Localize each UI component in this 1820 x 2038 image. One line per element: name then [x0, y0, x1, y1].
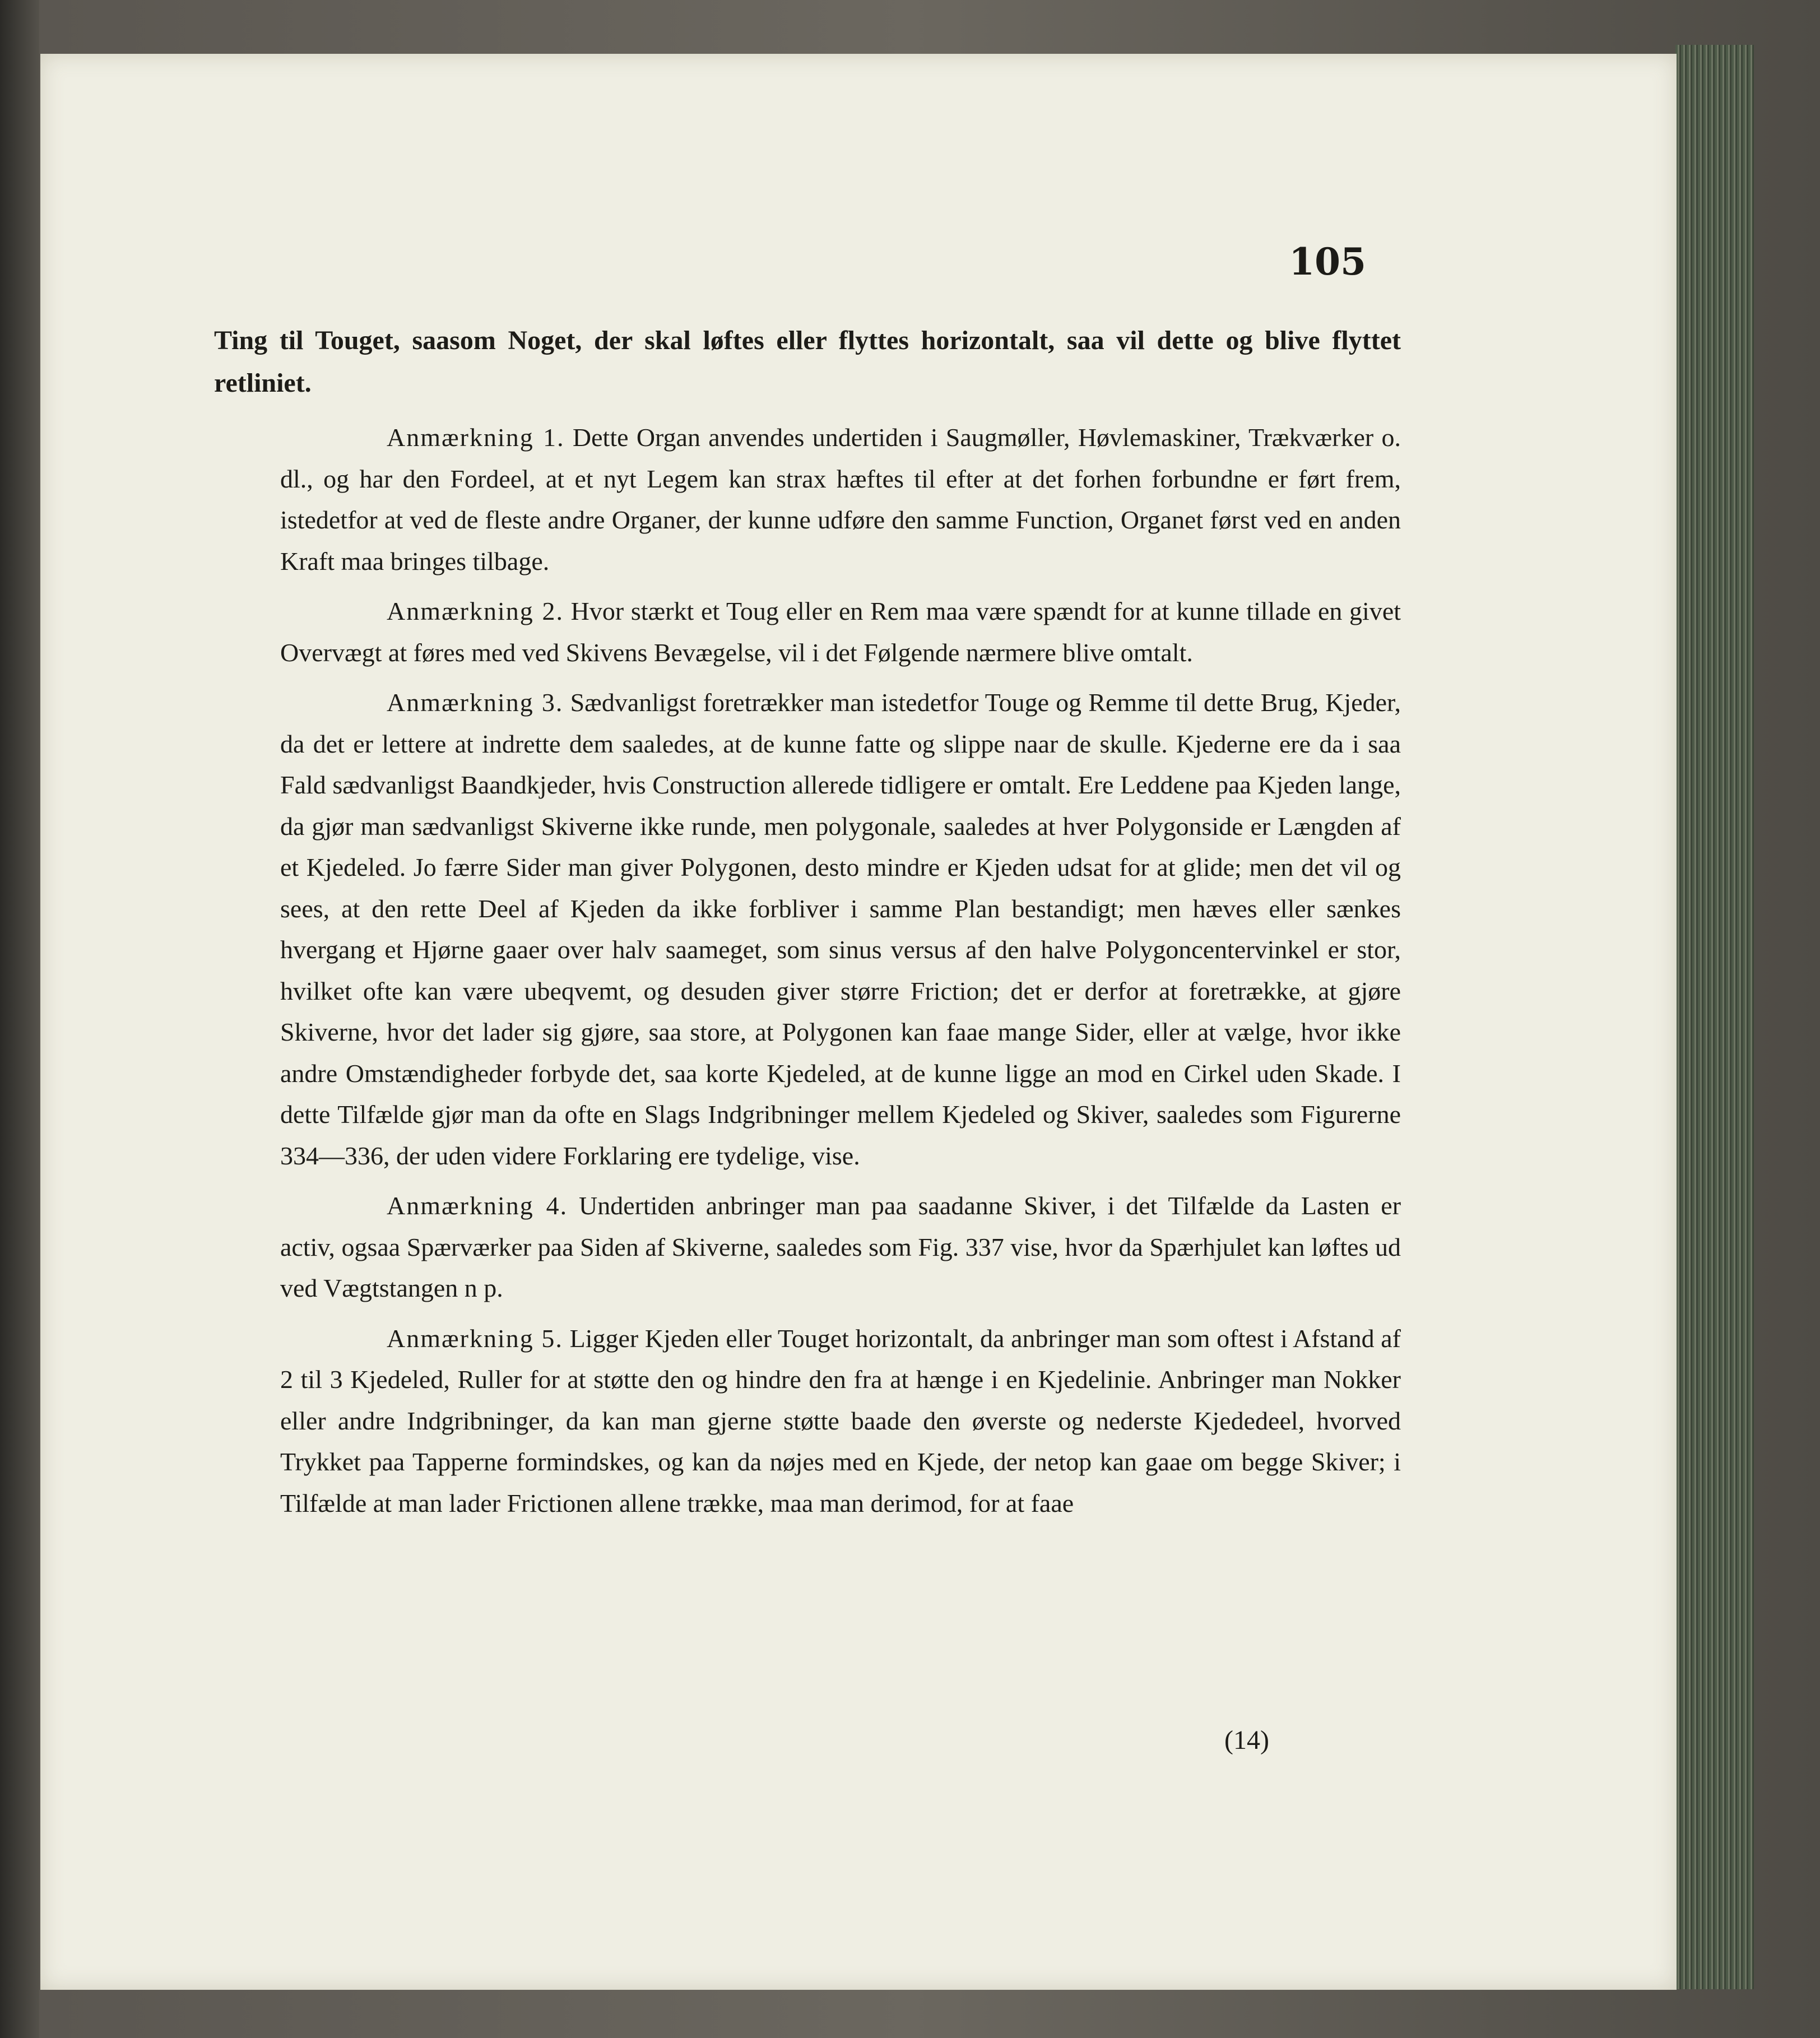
note-label: Anmærkning 5.	[387, 1324, 563, 1353]
note-paragraph-4	[214, 1185, 1401, 1309]
note-text: Undertiden anbringer man paa saadanne Skiver, i det Tilfælde da Lasten er activ, ogsaa Spærværker paa Siden af Skiverne, saaledes som Fig. 337 vise, hvor da Spærhjulet kan løftes ud ved Vægtstangen n p.	[280, 1191, 1401, 1302]
note-paragraph-2	[214, 591, 1401, 673]
note-text: Hvor stærkt et Toug eller en Rem maa være spændt for at kunne tillade en givet Overvægt at føres med ved Skivens Bevægelse, vil i det Følgende nærmere blive omtalt.	[280, 597, 1401, 667]
note-text: Sædvanligst foretrækker man istedetfor Touge og Remme til dette Brug, Kjeder, da det er lettere at indrette dem saaledes, at de kunne fatte og slippe naar de skulle. Kjederne ere da i saa Fald sædvanligst Baandkjeder, hvis Construction allerede tidligere er omtalt. Ere Leddene paa Kjeden lange, da gjør man sædvanligst Skiverne ikke runde, men polygonale, saaledes at hver Polygonside er Længden af et Kjedeled. Jo færre Sider man giver Polygonen, desto mindre er Kjeden udsat for at glide; men det vil og sees, at den rette Deel af Kjeden da ikke forbliver i samme Plan bestandigt; men hæves eller sænkes hvergang et Hjørne gaaer over halv saameget, som sinus versus af den halve Polygoncentervinkel er stor, hvilket ofte kan være ubeqvemt, og desuden giver større Friction; det er derfor at foretrække, at gjøre Skiverne, hvor det lader sig gjøre, saa store, at Polygonen kan faae mange Sider, eller at vælge, hvor ikke andre Omstændigheder forbyde det, saa korte Kjedeled, at de kunne ligge an mod en Cirkel uden Skade. I dette Tilfælde gjør man da ofte en Slags Indgribninger mellem Kjedeled og Skiver, saaledes som Figurerne 334—336, der uden videre Forklaring ere tydelige, vise.	[280, 688, 1401, 1170]
book-spine	[0, 0, 39, 2038]
note-label: Anmærkning 3.	[387, 688, 564, 717]
note-label: Anmærkning 4.	[387, 1191, 568, 1220]
note-label: Anmærkning 1.	[387, 423, 565, 452]
note-paragraph-5	[214, 1318, 1401, 1524]
page-edges	[1675, 45, 1754, 1989]
note-text: Dette Organ anvendes undertiden i Saugmøller, Høvlemaskiner, Trækværker o. dl., og har den Fordeel, at et nyt Legem kan strax hæftes til efter at det forhen forbundne er ført frem, istedetfor at ved de fleste andre Organer, der kunne udføre den samme Function, Organet først ved en anden Kraft maa bringes tilbage.	[280, 423, 1401, 575]
note-paragraph-3	[214, 682, 1401, 1176]
page-number: 105	[1289, 240, 1366, 284]
note-label: Anmærkning 2.	[387, 597, 564, 625]
note-paragraph-1	[214, 417, 1401, 582]
signature-mark: (14)	[1224, 1725, 1269, 1755]
page-body-text	[214, 319, 1401, 1533]
note-text: Ligger Kjeden eller Touget horizontalt, da anbringer man som oftest i Afstand af 2 til 3 Kjedeled, Ruller for at støtte den og hindre den fra at hænge i en Kjedelinie. Anbringer man Nokker eller andre Indgribninger, da kan man gjerne støtte baade den øverste og nederste Kjededeel, hvorved Trykket paa Tapperne formindskes, og kan da nøjes med en Kjede, der netop kan gaae om begge Skiver; i Tilfælde at man lader Frictionen allene trække, maa man derimod, for at faae	[280, 1324, 1401, 1517]
paragraph-text: Ting til Touget, saasom Noget, der skal løftes eller flyttes horizontalt, saa vil dette og blive flyttet retliniet.	[214, 326, 1401, 398]
continuation-paragraph	[214, 319, 1401, 405]
